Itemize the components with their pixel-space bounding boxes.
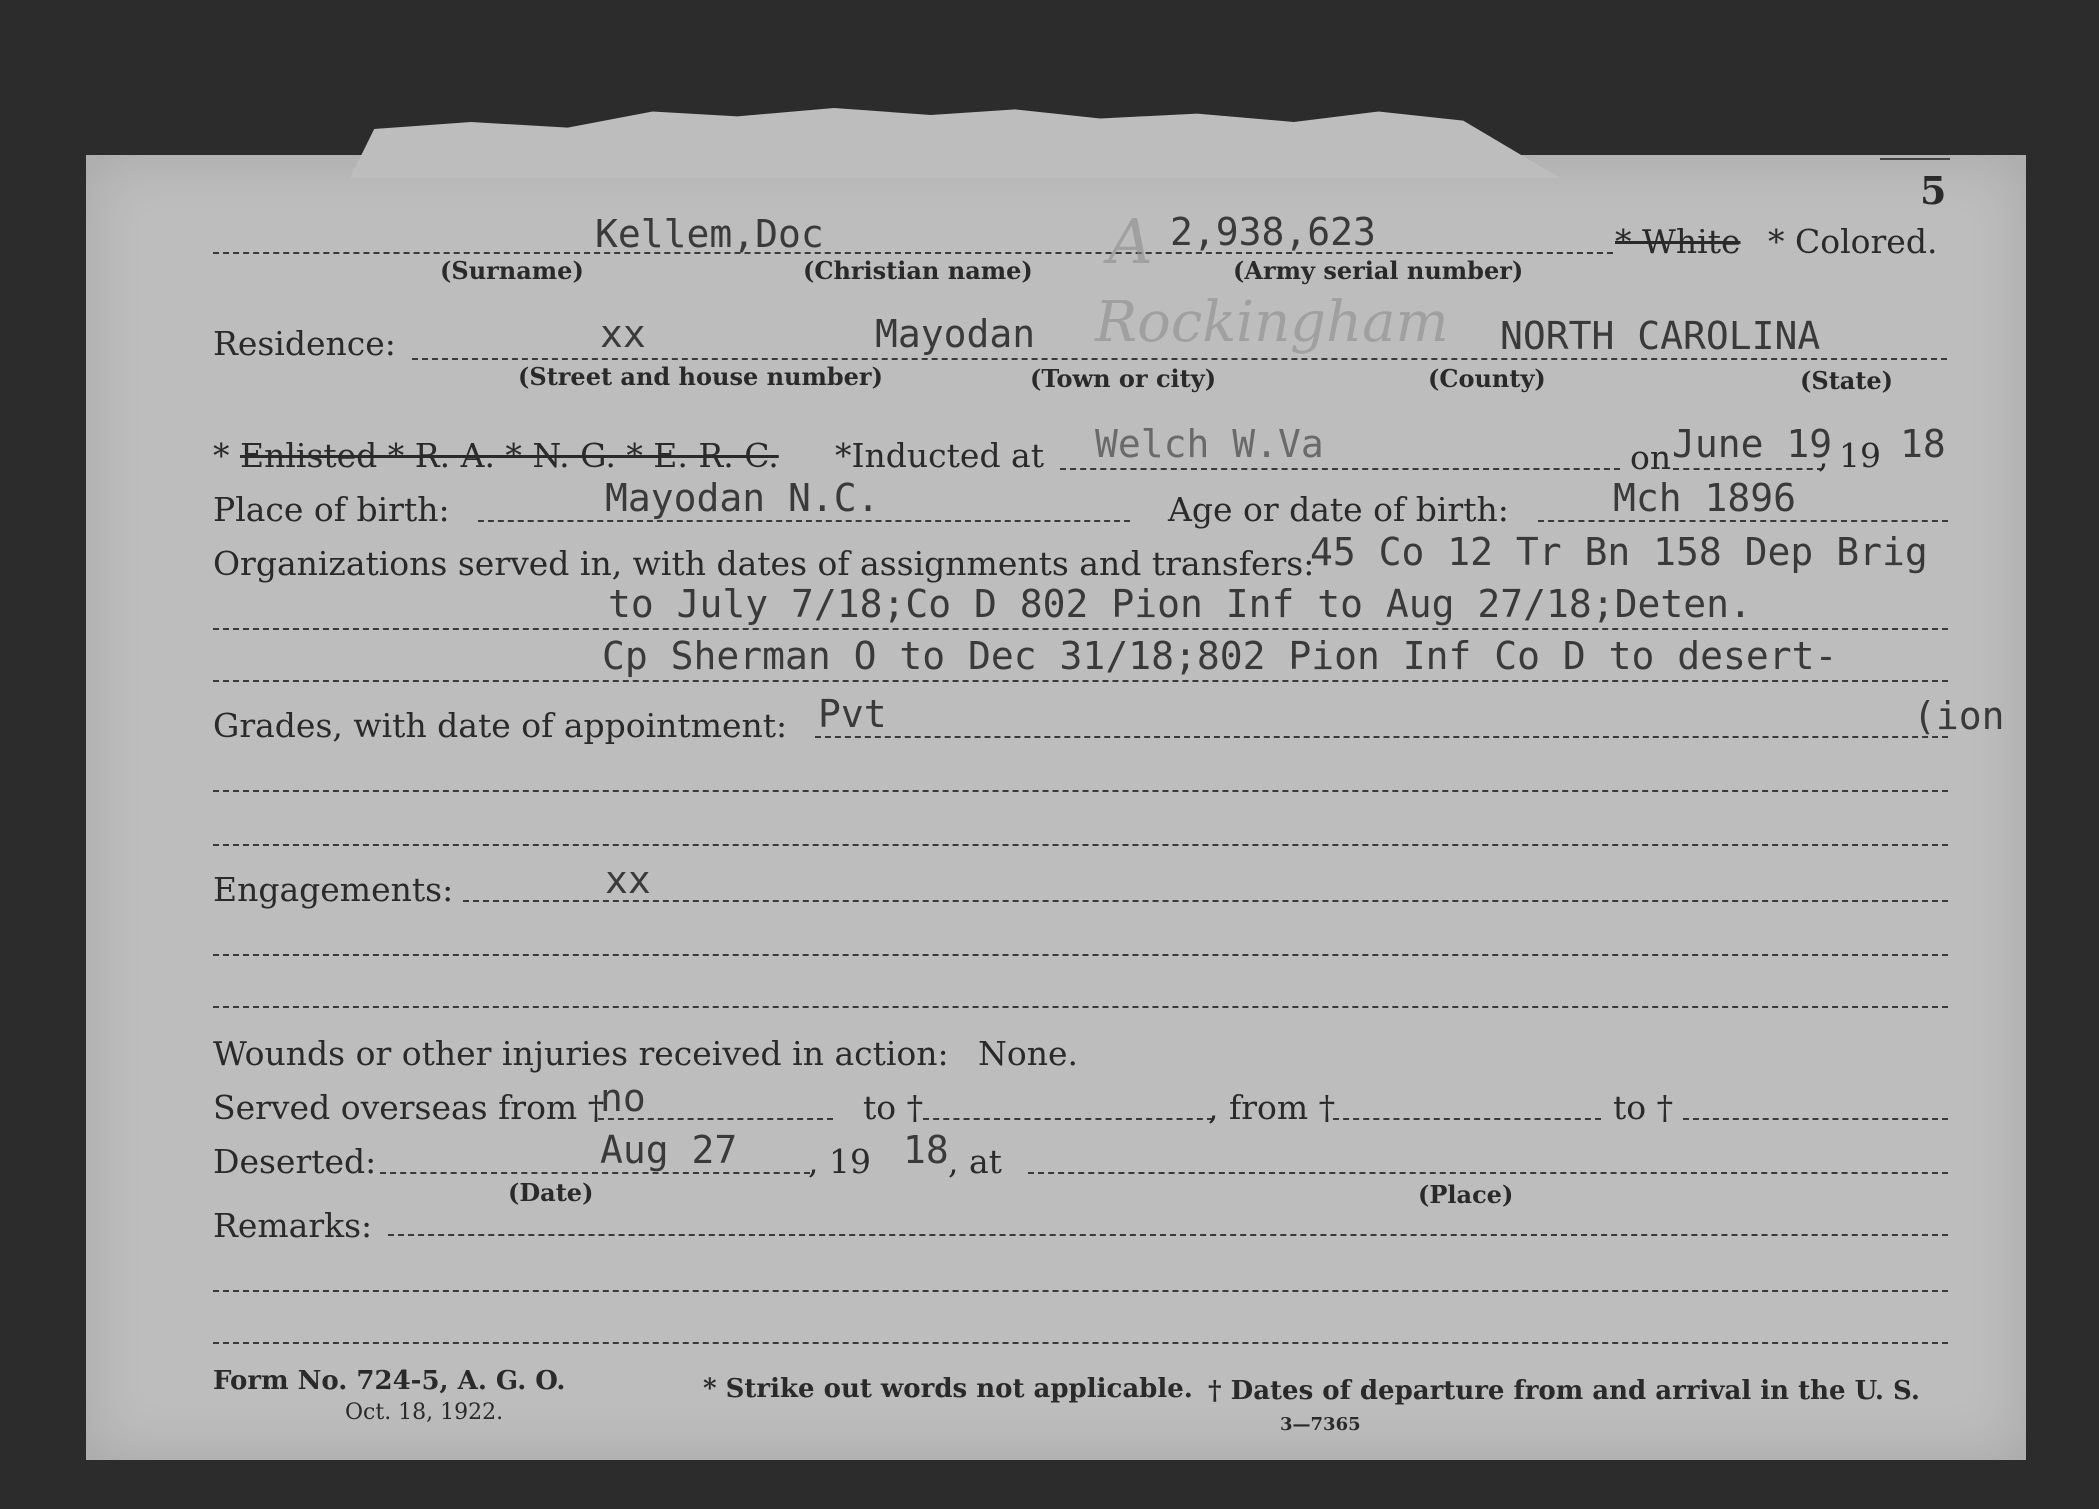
overseas-line-4 — [1683, 1118, 1948, 1120]
residence-street: xx — [600, 312, 646, 356]
caption-state: (State) — [1800, 366, 1894, 395]
card-torn-edge — [350, 108, 1560, 178]
header-line — [213, 252, 1613, 254]
engagements-label: Engagements: — [213, 870, 454, 909]
race-white-struck: * White — [1615, 222, 1741, 261]
deserted-year-prefix: , 19 — [808, 1142, 871, 1181]
overseas-line-3 — [1333, 1118, 1601, 1120]
grades-label: Grades, with date of appointment: — [213, 706, 788, 745]
overseas-from-value: no — [600, 1076, 646, 1120]
race-colored: * Colored. — [1768, 222, 1938, 261]
overseas-from: , from † — [1208, 1088, 1336, 1127]
inducted-label: *Inducted at — [835, 436, 1044, 475]
caption-street: (Street and house number) — [518, 362, 883, 391]
serial-value: 2,938,623 — [1170, 210, 1376, 254]
overseas-to-1: to † — [863, 1088, 924, 1127]
handwritten-mark: A — [1108, 205, 1153, 278]
remarks-label: Remarks: — [213, 1206, 373, 1245]
residence-line — [412, 358, 1947, 360]
residence-label: Residence: — [213, 324, 396, 363]
inducted-date: June 19 — [1672, 422, 1833, 466]
form-number: Form No. 724-5, A. G. O. — [213, 1366, 566, 1396]
birth-date-label: Age or date of birth: — [1168, 490, 1509, 529]
organizations-rule-2 — [213, 628, 1948, 630]
remarks-line-2 — [213, 1290, 1948, 1292]
deserted-year: 18 — [903, 1128, 949, 1172]
organizations-line-3: Cp Sherman O to Dec 31/18;802 Pion Inf Co D to desert- — [602, 634, 1838, 678]
birth-place-label: Place of birth: — [213, 490, 450, 529]
organizations-line-2: to July 7/18;Co D 802 Pion Inf to Aug 27/18;Deten. — [608, 582, 1752, 626]
form-date: Oct. 18, 1922. — [345, 1400, 504, 1425]
organizations-rule-3 — [213, 680, 1948, 682]
residence-state: NORTH CAROLINA — [1500, 314, 1821, 358]
engagements-line — [463, 900, 1948, 902]
grades-rule-2 — [213, 790, 1948, 792]
engagements-value: xx — [605, 858, 651, 902]
induction-star: * — [213, 436, 230, 475]
card-number: 5 — [1920, 168, 1947, 213]
footnote-strike: * Strike out words not applicable. — [703, 1374, 1193, 1404]
overseas-to-2: to † — [1613, 1088, 1674, 1127]
residence-county-handwritten: Rockingham — [1095, 290, 1449, 355]
enlisted-struck: Enlisted * R. A. * N. G. * E. R. C. — [240, 436, 779, 475]
caption-town: (Town or city) — [1030, 364, 1217, 393]
footnote-dates: † Dates of departure from and arrival in the U. S. — [1208, 1376, 1920, 1406]
on-line — [1673, 468, 1823, 470]
deserted-place-line — [1028, 1172, 1948, 1174]
card-number-rule — [1880, 158, 1950, 160]
wounds-label: Wounds or other injuries received in action: — [213, 1034, 949, 1073]
caption-county: (County) — [1428, 364, 1546, 393]
inducted-place: Welch W.Va — [1095, 422, 1324, 466]
caption-christian: (Christian name) — [803, 256, 1033, 285]
overseas-line-2 — [923, 1118, 1213, 1120]
caption-date: (Date) — [508, 1178, 594, 1207]
residence-town: Mayodan — [875, 312, 1036, 356]
inducted-line — [1060, 468, 1620, 470]
inducted-year-prefix: , 19 — [1818, 436, 1881, 475]
grades-rule-3 — [213, 844, 1948, 846]
deserted-date: Aug 27 — [600, 1128, 738, 1172]
deserted-label: Deserted: — [213, 1142, 377, 1181]
caption-surname: (Surname) — [440, 256, 584, 285]
wounds-value: None. — [978, 1034, 1079, 1073]
grades-line — [815, 736, 1948, 738]
remarks-line-3 — [213, 1342, 1948, 1344]
inducted-year: 18 — [1900, 422, 1946, 466]
on-label: on — [1630, 438, 1672, 477]
organizations-line-1: 45 Co 12 Tr Bn 158 Dep Brig — [1310, 530, 1928, 574]
birth-place-line — [478, 520, 1130, 522]
birth-place: Mayodan N.C. — [605, 476, 880, 520]
birth-date-line — [1538, 520, 1948, 522]
remarks-line-1 — [388, 1234, 1948, 1236]
engagements-rule-3 — [213, 1006, 1948, 1008]
caption-serial: (Army serial number) — [1233, 256, 1524, 285]
deserted-at: , at — [948, 1142, 1002, 1181]
caption-place: (Place) — [1418, 1180, 1514, 1209]
organizations-label: Organizations served in, with dates of assignments and transfers: — [213, 544, 1315, 583]
overseas-label: Served overseas from † — [213, 1088, 605, 1127]
grades-value: Pvt — [818, 692, 887, 736]
engagements-rule-2 — [213, 954, 1948, 956]
birth-date: Mch 1896 — [1613, 476, 1797, 520]
name-value: Kellem,Doc — [595, 212, 824, 256]
print-code: 3—7365 — [1280, 1414, 1361, 1435]
grades-continuation: (ion — [1913, 694, 2005, 738]
deserted-date-line — [380, 1172, 810, 1174]
